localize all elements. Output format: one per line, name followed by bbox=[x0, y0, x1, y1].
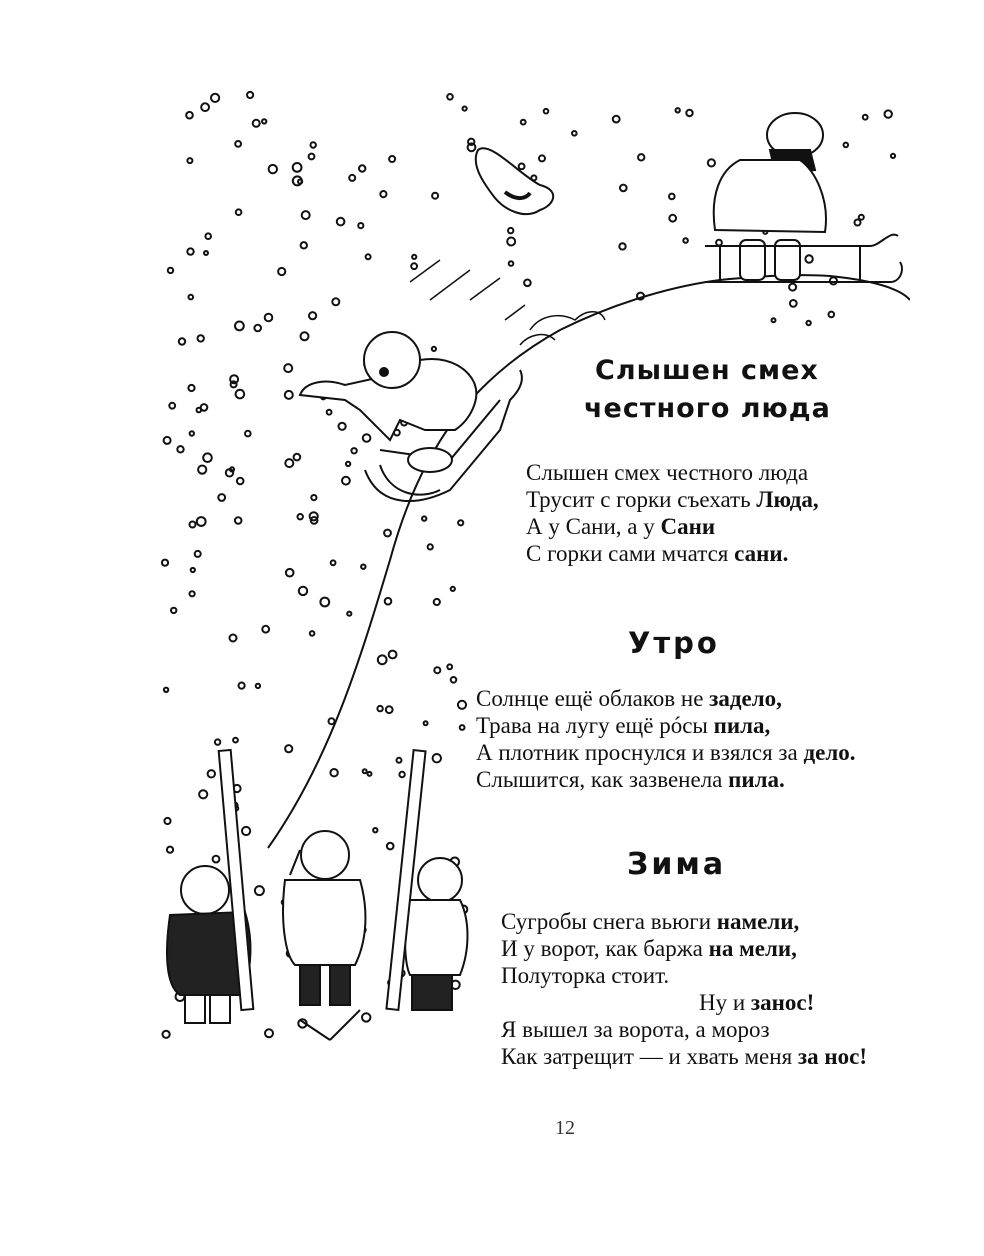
poem-3-title bbox=[627, 845, 726, 885]
snowflake bbox=[198, 466, 206, 474]
poem-2-line-2-text: Трава на лугу ещё рóсы bbox=[476, 713, 714, 738]
poem-1-line-2-text: Трусит с горки съехать bbox=[526, 487, 757, 512]
poem-1-line-4-rhyme: сани. bbox=[734, 541, 789, 566]
poem-1-line-2-rhyme: Люда, bbox=[756, 487, 819, 512]
snowflake bbox=[301, 242, 307, 248]
snowflake bbox=[190, 522, 196, 528]
snowflake bbox=[167, 847, 173, 853]
snowflake bbox=[285, 745, 292, 752]
poem-3-line-1-text: Сугробы снега вьюги bbox=[501, 909, 717, 934]
snowflake bbox=[337, 218, 345, 226]
snowflake bbox=[236, 390, 245, 399]
snowflake bbox=[830, 277, 837, 284]
flying-hat bbox=[476, 148, 553, 214]
snowflake bbox=[669, 215, 676, 222]
snowflake bbox=[311, 142, 316, 147]
snowflake bbox=[385, 598, 392, 605]
snowflake bbox=[191, 568, 195, 572]
snowflake bbox=[164, 688, 168, 692]
poem-2-text bbox=[476, 685, 855, 793]
snowflake bbox=[389, 156, 395, 162]
snowflake bbox=[829, 312, 835, 318]
snowflake bbox=[179, 338, 185, 344]
poem-3-line-4-rhyme: занос! bbox=[750, 990, 815, 1015]
snowflake bbox=[434, 667, 440, 673]
snowflake bbox=[377, 706, 382, 711]
snowflake bbox=[384, 530, 391, 537]
snowflake bbox=[236, 209, 242, 215]
snowflake bbox=[422, 516, 426, 520]
snowflake bbox=[460, 725, 465, 730]
snowflake bbox=[805, 255, 812, 262]
snowflake bbox=[521, 120, 526, 125]
snowflake bbox=[164, 818, 170, 824]
snowflake bbox=[387, 843, 394, 850]
sledding-boy bbox=[300, 332, 522, 501]
snowflake bbox=[411, 263, 417, 269]
poem-3-line-1 bbox=[501, 908, 867, 935]
poem-3-line-2 bbox=[501, 935, 867, 962]
poem-2-line-4-text: Слышится, как зазвенела bbox=[476, 767, 729, 792]
page-number: 12 bbox=[555, 1117, 575, 1139]
snowflake bbox=[204, 251, 208, 255]
poem-3-line-4-text: Ну и bbox=[699, 990, 751, 1015]
snowflake bbox=[215, 739, 220, 744]
snowflake bbox=[254, 325, 261, 332]
snowflake bbox=[203, 453, 212, 462]
snowflake bbox=[683, 238, 688, 243]
snowflake bbox=[265, 314, 273, 322]
snowflake bbox=[332, 298, 339, 305]
snowflake bbox=[544, 109, 549, 114]
snowflake bbox=[806, 321, 810, 325]
snowflake bbox=[327, 410, 332, 415]
snowflake bbox=[293, 163, 302, 172]
snowflake bbox=[412, 255, 416, 259]
snowflake bbox=[351, 448, 356, 453]
snowflake bbox=[844, 143, 849, 148]
snowflake bbox=[507, 238, 515, 246]
snowflake bbox=[863, 115, 868, 120]
snowflake bbox=[286, 569, 294, 577]
snowflake bbox=[885, 110, 892, 117]
snowflake bbox=[211, 94, 219, 102]
poem-3-line-6-text: Как затрещит — и хвать меня bbox=[501, 1044, 798, 1069]
snowflake bbox=[188, 385, 194, 391]
snowflake bbox=[432, 193, 438, 199]
snowflake bbox=[359, 165, 365, 171]
snowflake bbox=[432, 347, 436, 351]
poem-2-line-2-rhyme: пила, bbox=[713, 713, 771, 738]
snowflake bbox=[269, 165, 277, 173]
snowflake bbox=[447, 664, 452, 669]
poem-2-line-4-rhyme: пила. bbox=[728, 767, 785, 792]
snowflake bbox=[366, 254, 371, 259]
speed-lines bbox=[410, 260, 525, 320]
poem-2-line-1 bbox=[476, 685, 855, 712]
snowflake bbox=[339, 423, 346, 430]
poem-3-line-4 bbox=[501, 989, 867, 1016]
snowflake bbox=[458, 701, 466, 709]
poem-1-line-1-end: люда bbox=[758, 460, 809, 485]
snowflake bbox=[363, 434, 371, 442]
snowflake bbox=[330, 769, 337, 776]
snowflake bbox=[859, 215, 864, 220]
snowflake bbox=[253, 120, 260, 127]
poem-2-line-1-text: Солнце ещё облаков не bbox=[476, 686, 710, 711]
poem-1-line-4-text: С горки сами мчатся bbox=[526, 541, 735, 566]
snowflake bbox=[162, 560, 168, 566]
snowflake bbox=[363, 769, 367, 773]
snowflake bbox=[302, 211, 310, 219]
poem-3-title-line-1: Зима bbox=[627, 847, 727, 882]
poem-3-line-2-rhyme: на мели, bbox=[708, 936, 797, 961]
snowflake bbox=[285, 391, 293, 399]
snowflake bbox=[380, 191, 386, 197]
snowflake bbox=[358, 223, 363, 228]
snowflake bbox=[298, 514, 303, 519]
snowflake bbox=[428, 544, 433, 549]
poem-3-line-3-text: Полуторка стоит. bbox=[501, 963, 670, 988]
girl-on-sled bbox=[705, 113, 902, 282]
snowflake bbox=[239, 683, 245, 689]
snowflake bbox=[458, 520, 463, 525]
snowflake bbox=[389, 651, 397, 659]
snowflake bbox=[285, 459, 293, 467]
poem-2-line-3-text: А плотник проснулся и взялся за bbox=[476, 740, 804, 765]
snowflake bbox=[187, 158, 192, 163]
snowflake bbox=[619, 243, 625, 249]
snowflake bbox=[205, 233, 211, 239]
snowflake bbox=[309, 312, 316, 319]
snowflake bbox=[397, 758, 402, 763]
snowflake bbox=[235, 141, 241, 147]
snowflake bbox=[199, 790, 207, 798]
snowflake bbox=[433, 754, 441, 762]
poem-1-line-1-text: Слышен смех честного bbox=[526, 460, 759, 485]
poem-1-title-line-2: честного люда bbox=[584, 393, 831, 424]
snowflake bbox=[231, 381, 237, 387]
snowflake bbox=[237, 478, 244, 485]
snowflake bbox=[294, 454, 301, 461]
snowflake bbox=[187, 248, 193, 254]
snowflake bbox=[190, 591, 195, 596]
snowflake bbox=[320, 598, 329, 607]
snowflake bbox=[189, 295, 194, 300]
snowflake bbox=[201, 103, 209, 111]
snowflake bbox=[424, 721, 428, 725]
snowflake bbox=[524, 280, 531, 287]
snowflake bbox=[716, 240, 722, 246]
snowflake bbox=[235, 517, 242, 524]
snowflake bbox=[686, 110, 692, 116]
snowflake bbox=[213, 856, 220, 863]
poem-3-text bbox=[501, 908, 867, 1070]
snowflake bbox=[195, 551, 201, 557]
snowflake bbox=[620, 185, 627, 192]
snowflake bbox=[198, 335, 204, 341]
snowflake bbox=[218, 494, 225, 501]
snowflake bbox=[891, 154, 895, 158]
poem-1-title bbox=[584, 352, 831, 428]
snowflake bbox=[245, 431, 251, 437]
children-with-skis bbox=[167, 750, 467, 1040]
snowflake bbox=[708, 159, 715, 166]
snowflake bbox=[177, 446, 183, 452]
poem-1-line-4 bbox=[526, 540, 819, 567]
snowflake bbox=[186, 112, 193, 119]
snowflake bbox=[329, 718, 335, 724]
snowflake bbox=[247, 92, 253, 98]
poem-1-title-line-1: Слышен смех bbox=[595, 355, 819, 386]
snowflake bbox=[197, 517, 206, 526]
snowflake bbox=[171, 608, 176, 613]
snowflake bbox=[284, 364, 292, 372]
snowflake bbox=[311, 495, 316, 500]
poem-1-line-3-rhyme: Сани bbox=[660, 514, 716, 539]
snowflake bbox=[190, 431, 194, 435]
snowflake bbox=[790, 300, 797, 307]
snowflake bbox=[262, 119, 266, 123]
snowflake bbox=[509, 261, 514, 266]
snowflake bbox=[373, 828, 377, 832]
snowflake bbox=[451, 587, 455, 591]
snowflake bbox=[368, 772, 372, 776]
poem-2-title-line-1: Утро bbox=[628, 626, 720, 660]
snowflake bbox=[539, 155, 545, 161]
poem-1-line-1 bbox=[526, 459, 819, 486]
poem-2-line-3 bbox=[476, 739, 855, 766]
snowflake bbox=[262, 626, 269, 633]
snowflake bbox=[233, 738, 238, 743]
snowflake bbox=[386, 706, 393, 713]
snowflake bbox=[242, 827, 250, 835]
poem-3-line-5-text: Я вышел за ворота, а мороз bbox=[501, 1017, 770, 1042]
snowflake bbox=[378, 655, 387, 664]
poem-3-line-1-rhyme: намели, bbox=[716, 909, 800, 934]
snowflake bbox=[463, 107, 467, 111]
snowflake bbox=[310, 631, 315, 636]
poem-1-line-3 bbox=[526, 513, 819, 540]
snowflake bbox=[309, 154, 315, 160]
snowflake bbox=[255, 886, 264, 895]
poem-1-line-3-text: А у Сани, а у bbox=[526, 514, 661, 539]
poem-3-line-3 bbox=[501, 962, 867, 989]
snowflake bbox=[349, 175, 355, 181]
poem-2-line-3-rhyme: дело. bbox=[803, 740, 856, 765]
poem-1-line-2 bbox=[526, 486, 819, 513]
snowflake bbox=[434, 599, 440, 605]
snowflake bbox=[256, 684, 260, 688]
snowflake bbox=[208, 770, 215, 777]
snowflake bbox=[164, 437, 171, 444]
snowflake bbox=[230, 635, 237, 642]
snowflake bbox=[676, 108, 680, 112]
snowflake bbox=[772, 318, 776, 322]
snowflake bbox=[163, 1031, 170, 1038]
snowflake bbox=[346, 462, 350, 466]
snowflake bbox=[201, 404, 208, 411]
snowflake bbox=[347, 612, 351, 616]
snowflake bbox=[519, 164, 525, 170]
poem-3-line-6 bbox=[501, 1043, 867, 1070]
snowflake bbox=[299, 587, 307, 595]
snowflake bbox=[361, 565, 365, 569]
poem-1-text bbox=[526, 459, 819, 567]
poem-3-line-5 bbox=[501, 1016, 867, 1043]
snowflake bbox=[789, 284, 796, 291]
snowflake bbox=[278, 268, 285, 275]
snowflake bbox=[613, 116, 620, 123]
snowflake bbox=[451, 677, 457, 683]
snowflake bbox=[638, 154, 644, 160]
snowflake bbox=[342, 477, 350, 485]
poem-2-title bbox=[628, 624, 720, 662]
snowflake bbox=[508, 228, 513, 233]
poem-2-line-1-rhyme: задело, bbox=[709, 686, 782, 711]
snowflake bbox=[301, 332, 309, 340]
snowflake bbox=[168, 268, 173, 273]
poem-3-line-6-rhyme: за нос! bbox=[797, 1044, 868, 1069]
snowflake bbox=[669, 194, 675, 200]
snowflake bbox=[399, 772, 404, 777]
snowflake bbox=[855, 220, 861, 226]
snowflake bbox=[331, 560, 336, 565]
poem-3-line-2-text: И у ворот, как баржа bbox=[501, 936, 709, 961]
poem-2-line-4 bbox=[476, 766, 855, 793]
snowflake bbox=[265, 1029, 273, 1037]
snowflake bbox=[572, 131, 577, 136]
snowflake bbox=[362, 1013, 370, 1021]
snowflake bbox=[235, 322, 244, 331]
poem-2-line-2 bbox=[476, 712, 855, 739]
snowflake bbox=[169, 403, 175, 409]
snowflake bbox=[447, 94, 453, 100]
